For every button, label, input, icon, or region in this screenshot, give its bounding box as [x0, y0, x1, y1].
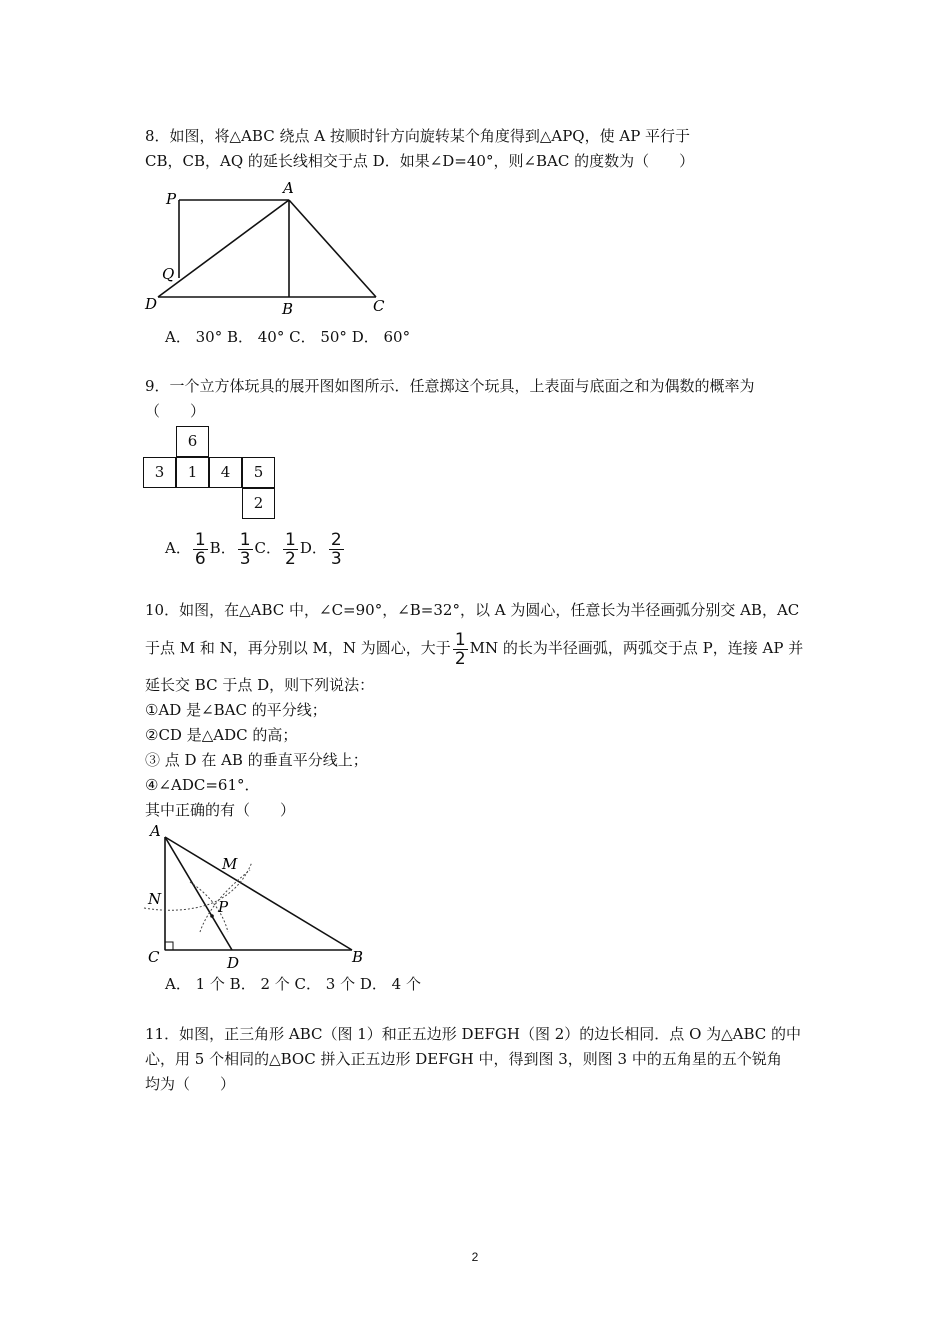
- q10-statement-1: ①AD 是∠BAC 的平分线；: [145, 701, 327, 719]
- q10-label-M: M: [222, 855, 238, 873]
- q10-question: 其中正确的有（ ）: [145, 801, 296, 819]
- q10-frac: [453, 631, 468, 668]
- q10-line2-pre: 于点 M 和 N，再分别以 M，N 为圆心，大于: [145, 639, 451, 657]
- q10-frac-den: 2: [454, 648, 466, 669]
- q9-options: [165, 528, 346, 568]
- q10-label-A: A: [150, 822, 161, 840]
- q10-options: A． 1 个 B． 2 个 C． 3 个 D． 4 个: [165, 975, 421, 993]
- q11-text-line3: 均为（ ）: [145, 1075, 236, 1093]
- q8-text-line2: CB，CB，AQ 的延长线相交于点 D．如果∠D=40°，则∠BAC 的度数为（ ）: [145, 152, 695, 170]
- q10-point-P: [210, 914, 214, 918]
- q9-opt-c-num: 1: [285, 529, 296, 550]
- q9-text-line1: 9．一个立方体玩具的展开图如图所示．任意掷这个玩具，上表面与底面之和为偶数的概率为: [145, 377, 755, 395]
- q9-opt-c-frac: [283, 531, 298, 568]
- q10-line2-post: MN 的长为半径画弧，两弧交于点 P，连接 AP 并: [469, 639, 804, 657]
- q10-frac-num: 1: [454, 629, 466, 650]
- q8-line-AC: [289, 200, 376, 297]
- q8-figure: [140, 178, 400, 318]
- q9-opt-d-label: D．: [299, 539, 327, 557]
- q9-opt-c-label: C．: [254, 539, 282, 557]
- q11-text-line2: 心，用 5 个相同的△BOC 拼入正五边形 DEFGH 中，得到图 3，则图 3 中的五角星的五个锐角: [145, 1050, 782, 1068]
- q9-opt-a-num: 1: [194, 529, 206, 550]
- q10-label-D: D: [227, 954, 240, 972]
- q8-label-P: P: [166, 190, 177, 208]
- q9-opt-d-num: 2: [330, 529, 342, 550]
- net-cell-2: 1: [176, 457, 209, 488]
- q9-opt-c-den: 2: [285, 548, 296, 569]
- q8-label-Q: Q: [162, 265, 175, 283]
- net-cell-bottom: 2: [242, 488, 275, 519]
- q10-label-N: N: [148, 890, 162, 908]
- net-cell-3: 4: [209, 457, 242, 488]
- q9-opt-b-den: 3: [239, 548, 251, 569]
- q10-right-angle-mark: [165, 942, 173, 950]
- q9-text-line2: （ ）: [145, 402, 206, 420]
- q9-opt-b-frac: [238, 531, 253, 568]
- q10-text-line2: [145, 628, 803, 668]
- net-cell-top: 6: [176, 426, 209, 457]
- q8-label-C: C: [373, 297, 385, 315]
- q10-label-C: C: [148, 948, 160, 966]
- q8-label-D: D: [145, 295, 158, 313]
- q8-line-DA: [158, 200, 289, 297]
- q9-opt-b-label: B．: [209, 539, 236, 557]
- q10-line-AD: [165, 837, 232, 950]
- q9-opt-a-label: A．: [165, 539, 191, 557]
- q10-text-line3: 延长交 BC 于点 D，则下列说法：: [145, 676, 375, 694]
- q8-label-A: A: [283, 179, 294, 197]
- q8-text-line1: 8．如图，将△ABC 绕点 A 按顺时针方向旋转某个角度得到△APQ，使 AP 平行于: [145, 127, 691, 145]
- net-cell-4: 5: [242, 457, 275, 488]
- q9-opt-d-den: 3: [330, 548, 342, 569]
- q10-figure: [140, 822, 380, 972]
- q10-statement-3: ③ 点 D 在 AB 的垂直平分线上；: [145, 751, 368, 769]
- q10-label-B: B: [352, 948, 364, 966]
- q10-label-P: P: [218, 898, 229, 916]
- q9-opt-a-frac: [193, 531, 208, 568]
- page-number: 2: [471, 1250, 479, 1264]
- q9-opt-b-num: 1: [239, 529, 251, 550]
- q10-text-line1: 10．如图，在△ABC 中，∠C=90°，∠B=32°，以 A 为圆心，任意长为半径画弧分别交 AB，AC: [145, 601, 800, 619]
- q8-label-B: B: [282, 300, 294, 318]
- q10-statement-4: ④∠ADC=61°．: [145, 776, 260, 794]
- q10-statement-2: ②CD 是△ADC 的高；: [145, 726, 298, 744]
- q9-opt-a-den: 6: [194, 548, 206, 569]
- net-cell-1: 3: [143, 457, 176, 488]
- q8-options: A． 30° B． 40° C． 50° D． 60°: [165, 328, 411, 346]
- q11-text-line1: 11．如图，正三角形 ABC（图 1）和正五边形 DEFGH（图 2）的边长相同．点 O 为△ABC 的中: [145, 1025, 802, 1043]
- q9-opt-d-frac: [329, 531, 344, 568]
- q10-line-AB: [165, 837, 352, 950]
